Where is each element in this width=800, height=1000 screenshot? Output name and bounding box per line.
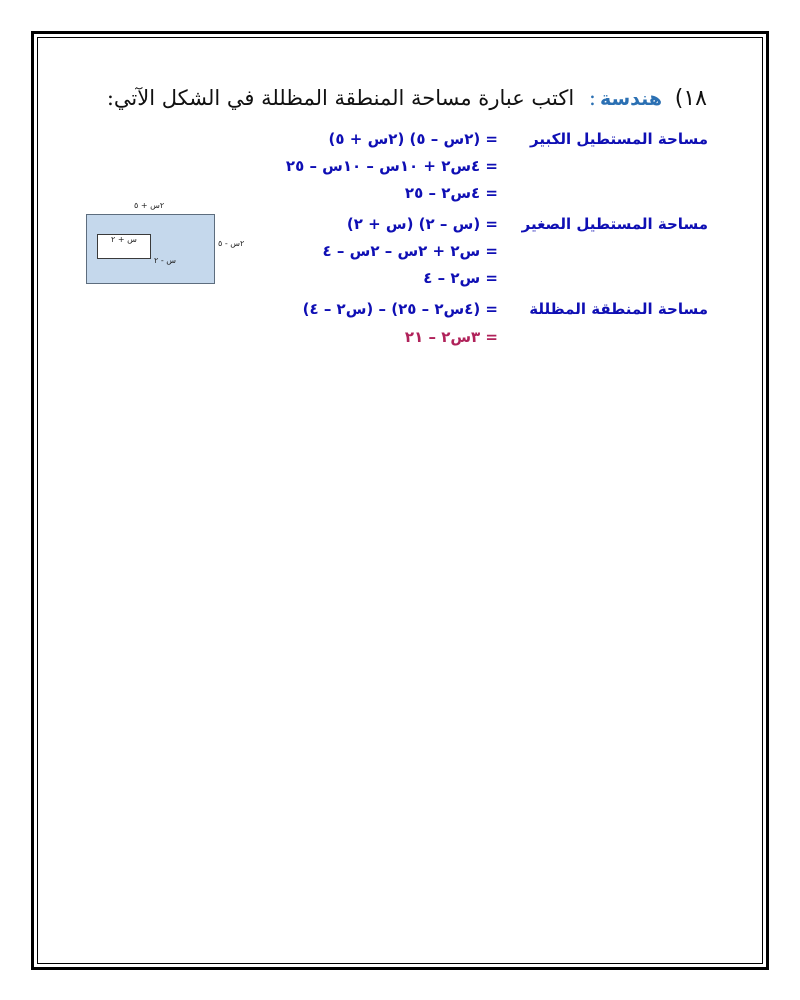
small-rect-step-2: = س٢ + ٢س – ٢س – ٤ bbox=[322, 242, 498, 260]
shaded-area-answer: = ٣س٢ – ٢١ bbox=[404, 328, 498, 346]
problem-number: ١٨) bbox=[674, 86, 707, 111]
small-rect-step-1: = (س – ٢) (س + ٢) bbox=[346, 215, 498, 233]
rectangles-figure bbox=[86, 201, 215, 283]
outer-rect-height-label: ٢س - ٥ bbox=[218, 239, 245, 248]
inner-rect-width-label: س + ٢ bbox=[111, 235, 137, 244]
shaded-area-step-1: = (٤س٢ – ٢٥) – (س٢ – ٤) bbox=[302, 300, 498, 318]
big-rect-area-label: مساحة المستطيل الكبير bbox=[530, 130, 708, 148]
inner-rect-height-label: س - ٢ bbox=[154, 256, 177, 265]
big-rect-step-2: = ٤س٢ + ١٠س – ١٠س – ٢٥ bbox=[285, 157, 498, 175]
shaded-area-label: مساحة المنطقة المظللة bbox=[529, 300, 708, 318]
page-border-inner bbox=[37, 37, 763, 964]
small-rect-area-label: مساحة المستطيل الصغير bbox=[521, 215, 708, 233]
topic-separator: : bbox=[588, 86, 596, 110]
outer-rect-width-label: ٢س + ٥ bbox=[134, 201, 165, 210]
problem-topic: هندسة bbox=[599, 88, 663, 110]
problem-text: اكتب عبارة مساحة المنطقة المظللة في الشكل الآتي: bbox=[106, 86, 575, 110]
problem-statement bbox=[107, 86, 707, 111]
big-rect-step-3: = ٤س٢ – ٢٥ bbox=[404, 184, 498, 202]
small-rect-step-3: = س٢ – ٤ bbox=[423, 269, 498, 287]
big-rect-step-1: = (٢س – ٥) (٢س + ٥) bbox=[328, 130, 498, 148]
